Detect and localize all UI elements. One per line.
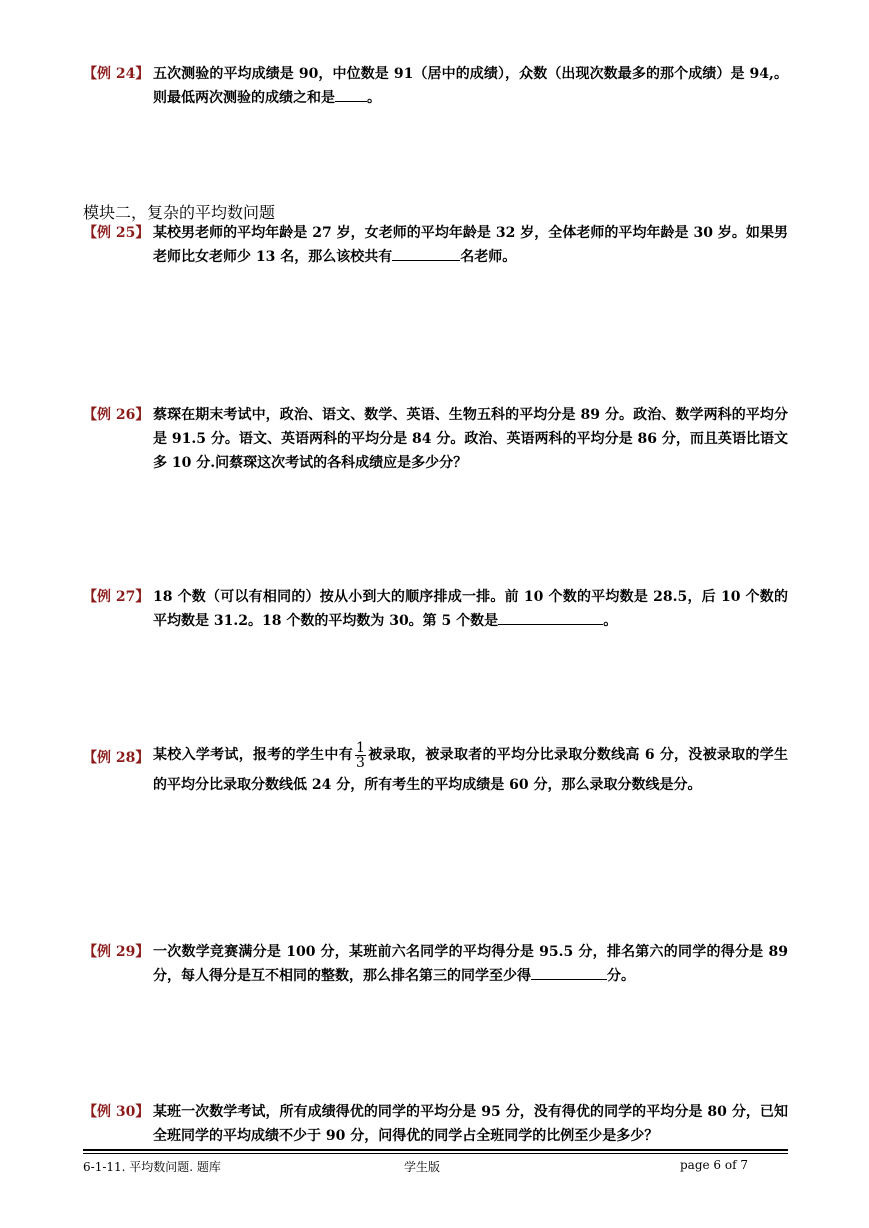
fraction-numerator: 1 (356, 739, 365, 756)
footer-center: 学生版 (404, 1160, 441, 1174)
problem-tag: 【例 24】 (83, 66, 150, 82)
problem-text: 一次数学竞赛满分是 100 分，某班前六名同学的平均得分是 95.5 分，排名第六的同学的得分是 89 分，每人得分是互不相同的整数，那么排名第三的同学至少得 分。 (153, 944, 788, 984)
problem-tag: 【例 28】 (83, 750, 150, 766)
problem-text: 某班一次数学考试，所有成绩得优的同学的平均分是 95 分，没有得优的同学的平均分是 80 分，已知全班同学的平均成绩不少于 90 分，问得优的同学占全班同学的比例至少是多少？ (153, 1104, 788, 1144)
problem-30 (83, 1100, 788, 1148)
problem-tag: 【例 29】 (83, 944, 150, 960)
footer-rule-thick (83, 1149, 788, 1151)
problem-text: 蔡琛在期末考试中，政治、语文、数学、英语、生物五科的平均分是 89 分。政治、数学两科的平均分是 91.5 分。语文、英语两科的平均分是 84 分。政治、英语两科的平均分是 86 分，而且英语比语文多 10 分.问蔡琛这次考试的各科成绩应是多少分？ (153, 407, 788, 471)
footer-page-number: page 6 of 7 (680, 1158, 748, 1172)
footer-left: 6-1-11. 平均数问题. 题库 (83, 1160, 221, 1174)
fraction (355, 741, 366, 770)
problem-tag: 【例 27】 (83, 589, 150, 605)
problem-tag: 【例 26】 (83, 407, 150, 423)
problem-tag: 【例 30】 (83, 1104, 150, 1120)
problem-text: 五次测验的平均成绩是 90，中位数是 91（居中的成绩），众数（出现次数最多的那个成绩）是 94,。则最低两次测验的成绩之和是 。 (153, 66, 788, 106)
problem-text: 某校男老师的平均年龄是 27 岁，女老师的平均年龄是 32 岁，全体老师的平均年龄是 30 岁。如果男老师比女老师少 13 名，那么该校共有 名老师。 (153, 225, 788, 265)
problem-24 (83, 62, 788, 110)
answer-blank (531, 964, 607, 980)
problem-29 (83, 940, 788, 988)
fraction-denominator: 3 (356, 754, 365, 771)
answer-blank (335, 86, 367, 102)
problem-27 (83, 585, 788, 633)
section-title: 模块二，复杂的平均数问题 (83, 203, 276, 222)
answer-blank (498, 609, 603, 625)
problem-25 (83, 221, 788, 269)
problem-text: 18 个数（可以有相同的）按从小到大的顺序排成一排。前 10 个数的平均数是 28.5，后 10 个数的平均数是 31.2。18 个数的平均数为 30。第 5 个数是 。 (153, 589, 788, 629)
answer-blank (392, 245, 460, 261)
problem-26 (83, 403, 788, 475)
problem-text: 某校入学考试，报考的学生中有 $\frac{1}{3}$ 被录取，被录取者的平均分比录取分数线高 6 分，没被录取的学生的平均分比录取分数线低 24 分，所有考生的平均成绩是 60 分，那么录取分数线是分。 (153, 739, 789, 793)
problem-tag: 【例 25】 (83, 225, 150, 241)
footer-rule-thin (83, 1153, 788, 1154)
problem-28 (83, 740, 788, 800)
